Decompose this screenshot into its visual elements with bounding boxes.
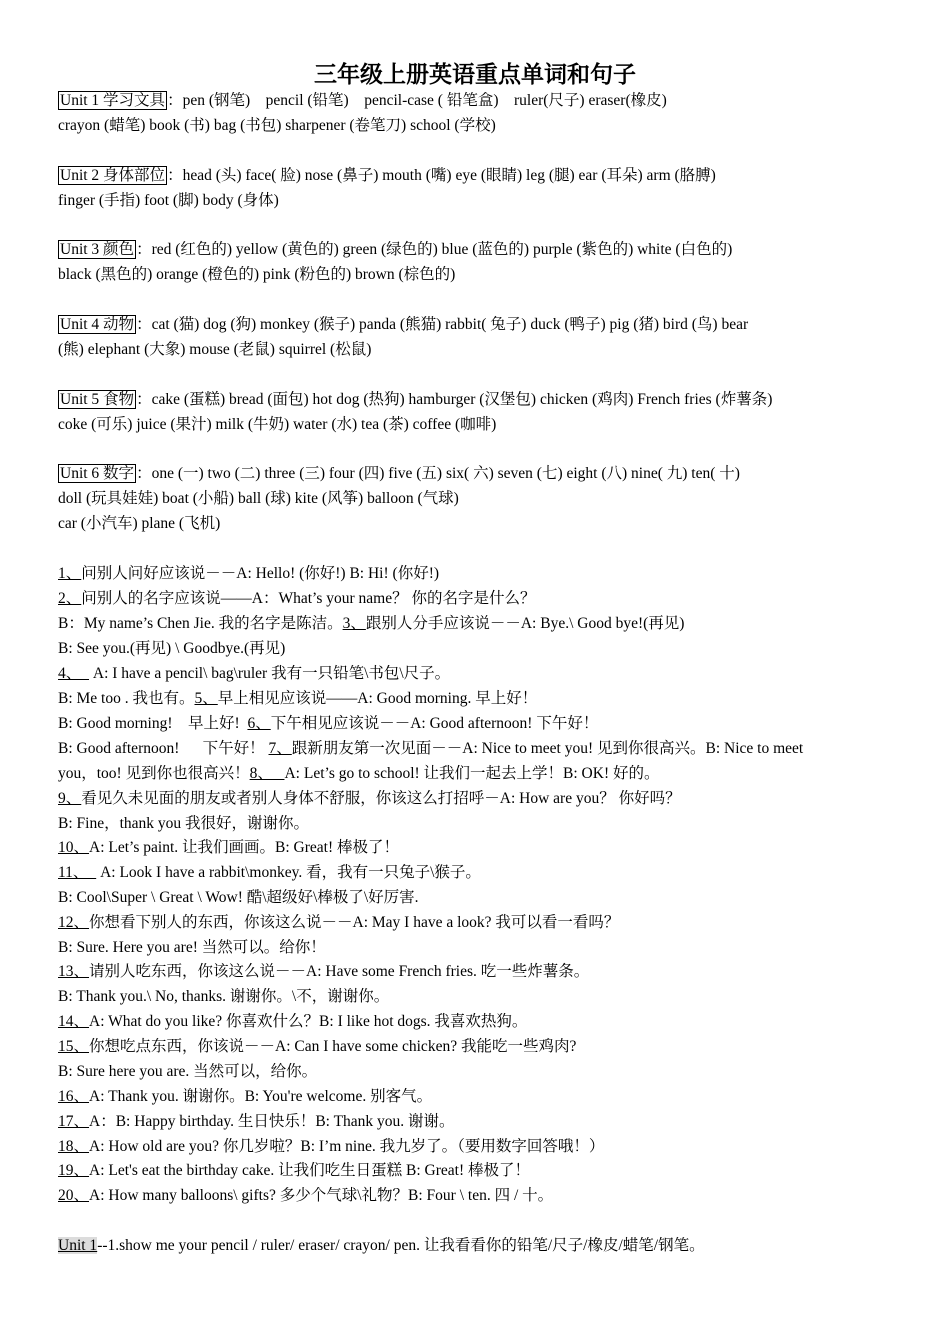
unit-label: Unit 3 颜色 xyxy=(60,241,135,258)
item-number: 11、 xyxy=(58,864,97,881)
sentence-line: B: Good afternoon! 下午好！ 7、跟新朋友第一次见面－－A: Nice to meet you! 见到你很高兴。B: Nice to meet xyxy=(58,740,804,757)
item-number: 19、 xyxy=(58,1162,90,1179)
unit2-line2: finger (手指) foot (脚) body (身体) xyxy=(58,192,279,209)
sentence-line: 14、A: What do you like? 你喜欢什么？B: I like hot dogs. 我喜欢热狗。 xyxy=(58,1013,528,1030)
item-number: 14、 xyxy=(58,1013,90,1030)
item-number: 3、 xyxy=(342,615,366,632)
sentence-line: B: Sure here you are. 当然可以，给你。 xyxy=(58,1063,318,1080)
page-title: 三年级上册英语重点单词和句子 xyxy=(314,62,636,88)
unit1-line2: crayon (蜡笔) book (书) bag (书包) sharpener (卷笔刀) school (学校) xyxy=(58,117,496,134)
sentence-line: B: Good morning! 早上好! 6、下午相见应该说－－A: Good afternoon! 下午好！ xyxy=(58,715,599,732)
unit2-line1 xyxy=(58,163,716,188)
unit4-line2: (熊) elephant (大象) mouse (老鼠) squirrel (松鼠) xyxy=(58,341,372,358)
item-number: 8、 xyxy=(249,765,285,782)
item-number: 18、 xyxy=(58,1138,90,1155)
unit-vocab: ：cake (蛋糕) bread (面包) hot dog (热狗) hamburger (汉堡包) chicken (鸡肉) French fries (炸薯条) xyxy=(136,391,773,408)
sentence-line: 4、 A: I have a pencil\ bag\ruler 我有一只铅笔\书包\尺子。 xyxy=(58,665,451,682)
item-number: 6、 xyxy=(247,715,271,732)
unit-label: Unit 1 学习文具 xyxy=(60,92,166,109)
unit-label: Unit 4 动物 xyxy=(60,316,135,333)
sentence-line: B: Cool\Super \ Great \ Wow! 酷\超级好\棒极了\好厉害. xyxy=(58,889,419,906)
item-number: 9、 xyxy=(58,790,82,807)
sentence-line: 10、A: Let’s paint. 让我们画画。B: Great! 棒极了！ xyxy=(58,839,399,856)
unit-vocab: ：red (红色的) yellow (黄色的) green (绿色的) blue (蓝色的) purple (紫色的) white (白色的) xyxy=(136,241,733,258)
unit-label: Unit 2 身体部位 xyxy=(60,167,166,184)
sentence-line: 11、 A: Look I have a rabbit\monkey. 看，我有一只兔子\猴子。 xyxy=(58,864,481,881)
unit-label: Unit 6 数字 xyxy=(60,465,135,482)
unit4-line1 xyxy=(58,312,748,337)
item-number: 16、 xyxy=(58,1088,90,1105)
unit-label: Unit 5 食物 xyxy=(60,391,135,408)
sentence-line: 1、问别人问好应该说－－A: Hello! (你好!) B: Hi! (你好!) xyxy=(58,565,440,582)
item-number: 1、 xyxy=(58,565,82,582)
footer-line xyxy=(58,1233,705,1258)
footer-text: --1.show me your pencil / ruler/ eraser/ crayon/ pen. 让我看看你的铅笔/尺子/橡皮/蜡笔/钢笔。 xyxy=(97,1237,705,1254)
item-number: 10、 xyxy=(58,839,90,856)
sentence-line: B: Sure. Here you are! 当然可以。给你！ xyxy=(58,939,326,956)
sentence-line: 2、问别人的名字应该说——A：What’s your name？ 你的名字是什么？ xyxy=(58,590,536,607)
sentence-line: 12、你想看下别人的东西，你该这么说－－A: May I have a look? 我可以看一看吗？ xyxy=(58,914,620,931)
item-number: 4、 xyxy=(58,665,90,682)
item-number: 13、 xyxy=(58,963,90,980)
unit5-line2: coke (可乐) juice (果汁) milk (牛奶) water (水) tea (茶) coffee (咖啡) xyxy=(58,416,497,433)
sentence-line: B：My name’s Chen Jie. 我的名字是陈洁。3、跟别人分手应该说－－A: Bye.\ Good bye!(再见) xyxy=(58,615,685,632)
item-number: 20、 xyxy=(58,1187,90,1204)
sentence-line: 20、A: How many balloons\ gifts? 多少个气球\礼物？B: Four \ ten. 四 / 十。 xyxy=(58,1187,554,1204)
sentence-line: B: Thank you.\ No, thanks. 谢谢你。\不，谢谢你。 xyxy=(58,988,390,1005)
unit-vocab: ：cat (猫) dog (狗) monkey (猴子) panda (熊猫) rabbit( 兔子) duck (鸭子) pig (猪) bird (鸟) bear xyxy=(136,316,749,333)
footer-unit-label: Unit 1 xyxy=(58,1237,98,1254)
sentence-line: 15、你想吃点东西，你该说－－A: Can I have some chicken? 我能吃一些鸡肉? xyxy=(58,1038,577,1055)
unit6-line3: car (小汽车) plane (飞机) xyxy=(58,515,221,532)
sentence-line: B: See you.(再见) \ Goodbye.(再见) xyxy=(58,640,286,657)
unit-vocab: ：pen (钢笔) pencil (铅笔) pencil-case ( 铅笔盒) ruler(尺子) eraser(橡皮) xyxy=(167,92,667,109)
sentence-line: you，too! 见到你也很高兴！8、 A: Let’s go to school! 让我们一起去上学！B: OK! 好的。 xyxy=(58,765,660,782)
unit3-line1 xyxy=(58,237,732,262)
sentence-line: 13、请别人吃东西，你该这么说－－A: Have some French fries. 吃一些炸薯条。 xyxy=(58,963,590,980)
unit5-line1 xyxy=(58,387,772,412)
sentence-line: 19、A: Let's eat the birthday cake. 让我们吃生日蛋糕 B: Great! 棒极了！ xyxy=(58,1162,531,1179)
sentence-line: 18、A: How old are you? 你几岁啦？B: I’m nine. 我九岁了。（要用数字回答哦！） xyxy=(58,1138,605,1155)
unit3-line2: black (黑色的) orange (橙色的) pink (粉色的) brown (棕色的) xyxy=(58,266,456,283)
unit1-line1 xyxy=(58,88,667,113)
item-number: 15、 xyxy=(58,1038,90,1055)
sentence-line: 16、A: Thank you. 谢谢你。B: You're welcome. 别客气。 xyxy=(58,1088,433,1105)
unit6-line2: doll (玩具娃娃) boat (小船) ball (球) kite (风筝) balloon (气球) xyxy=(58,490,459,507)
item-number: 5、 xyxy=(194,690,218,707)
unit-vocab: ：head (头) face( 脸) nose (鼻子) mouth (嘴) eye (眼睛) leg (腿) ear (耳朵) arm (胳膊) xyxy=(167,167,716,184)
unit6-line1 xyxy=(58,461,740,486)
sentence-line: 9、看见久未见面的朋友或者别人身体不舒服，你该这么打招呼－A: How are you？ 你好吗？ xyxy=(58,790,681,807)
item-number: 2、 xyxy=(58,590,82,607)
item-number: 7、 xyxy=(268,740,292,757)
item-number: 17、 xyxy=(58,1113,90,1130)
sentence-line: B: Me too . 我也有。5、早上相见应该说——A: Good morning. 早上好！ xyxy=(58,690,538,707)
sentence-line: B: Fine，thank you 我很好，谢谢你。 xyxy=(58,815,310,832)
item-number: 12、 xyxy=(58,914,90,931)
unit-vocab: ：one (一) two (二) three (三) four (四) five (五) six( 六) seven (七) eight (八) nine( 九) ten( 十) xyxy=(136,465,740,482)
sentence-line: 17、A：B: Happy birthday. 生日快乐！B: Thank you. 谢谢。 xyxy=(58,1113,455,1130)
